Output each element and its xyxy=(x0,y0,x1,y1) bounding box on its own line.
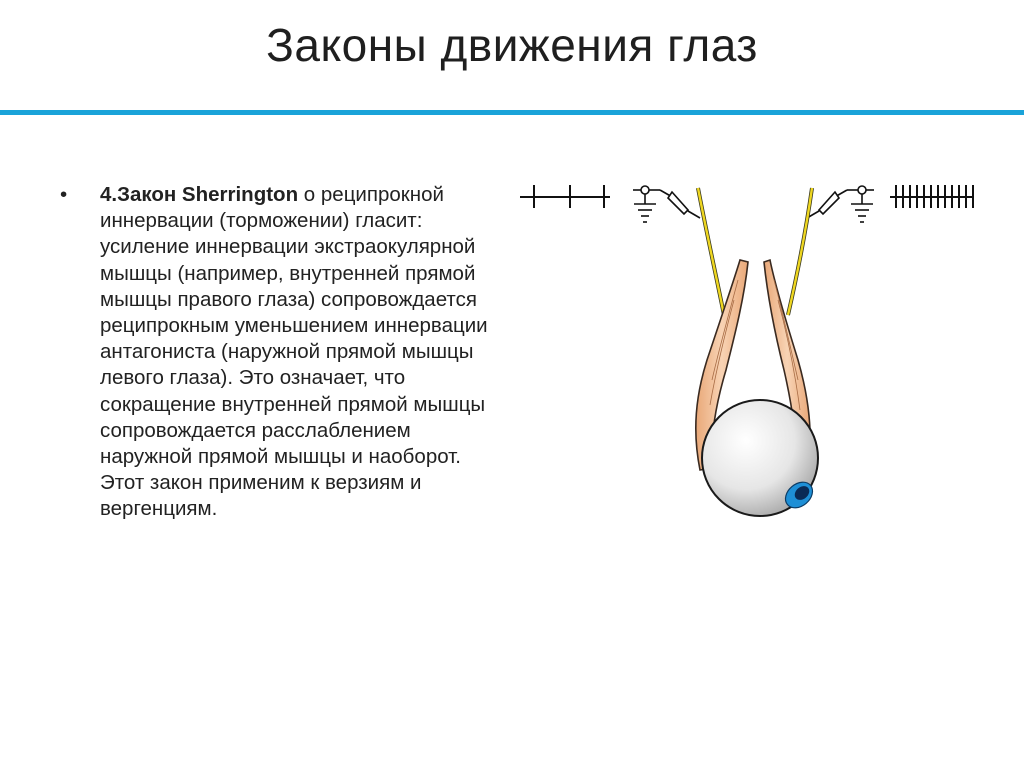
right-microelectrode-icon xyxy=(807,186,874,222)
high-frequency-spike-train-icon xyxy=(890,185,974,208)
bullet-item xyxy=(60,182,500,543)
eyeball-icon xyxy=(702,400,818,516)
bullet-marker: • xyxy=(60,183,68,206)
title-divider xyxy=(0,110,1024,115)
slide-title: Законы движения глаз xyxy=(266,19,758,71)
low-frequency-spike-train-icon xyxy=(520,185,610,208)
nerve-fibers xyxy=(698,188,812,315)
bullet-body: о реципрокной иннервации (торможении) гласит: усиление иннервации экстраокулярной мышцы (например, внутренней прямой мышцы правого глаза) сопровождается реципрокным уменьшением иннервации антагониста (наружной прямой мышцы левого глаза). Это означает, что сокращение внутренней прямой мышцы сопровождается расслаблением наружной прямой мышцы и наоборот. Этот закон применим к верзиям и вергенциям. xyxy=(100,183,488,521)
bullet-paragraph xyxy=(100,182,500,523)
left-microelectrode-icon xyxy=(633,186,700,222)
bullet-lead: 4.Закон Sherrington xyxy=(100,183,299,206)
sherrington-diagram xyxy=(512,170,982,520)
